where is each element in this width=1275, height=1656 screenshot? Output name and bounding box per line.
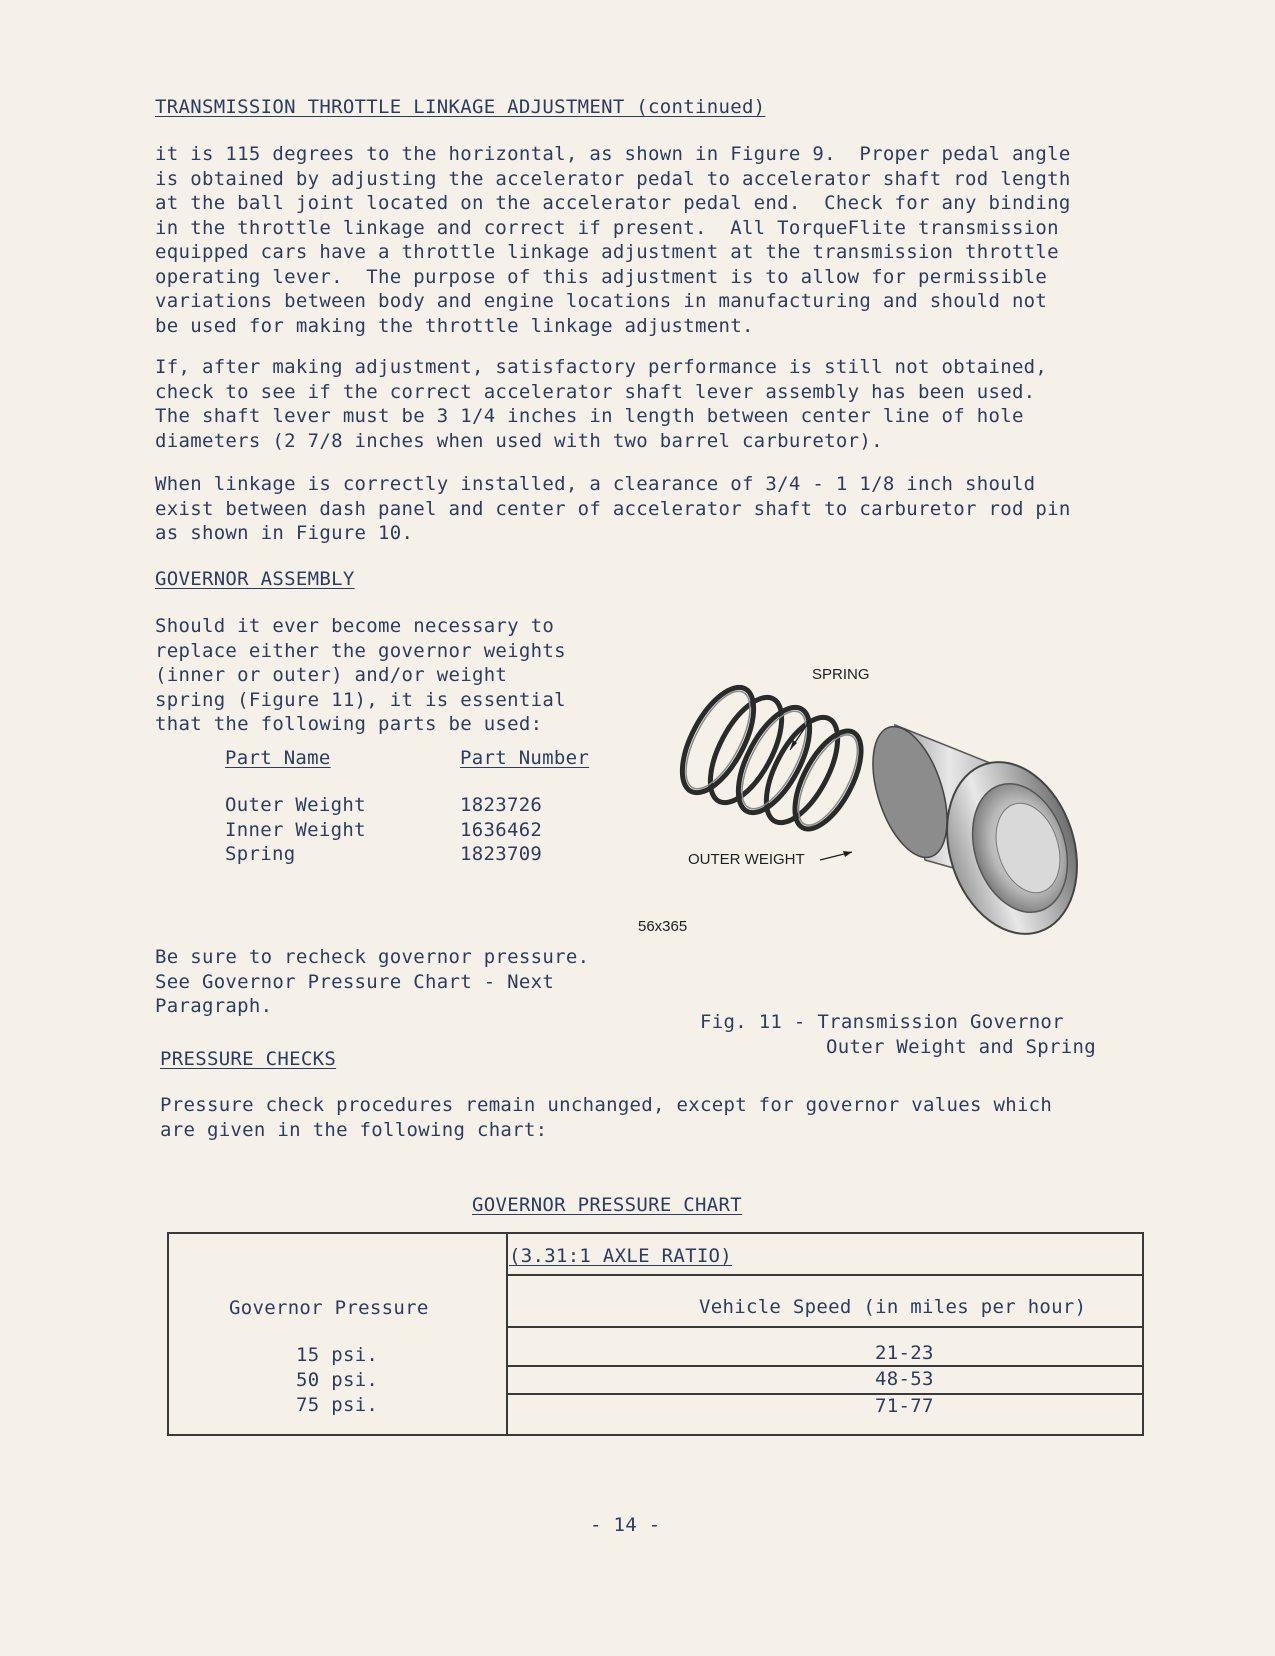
text-line: in the throttle linkage and correct if present. All TorqueFlite transmission [155,216,1059,239]
paragraph-1 [155,142,1071,338]
table-row [225,818,605,843]
pressure-value: 75 psi. [296,1394,379,1416]
text-line: exist between dash panel and center of accelerator shaft to carburetor rod pin [155,497,1071,520]
speed-value: 48-53 [875,1368,934,1390]
text-line: are given in the following chart: [160,1118,548,1141]
text-line: replace either the governor weights [155,639,566,662]
text-line: variations between body and engine locations in manufacturing and should not [155,290,1048,312]
parts-header-number: Part Number [460,747,590,769]
governor-figure [638,666,1120,1000]
text-line: check to see if the correct accelerator shaft lever assembly has been used. [155,380,1036,403]
governor-pressure-header: Governor Pressure [229,1297,429,1319]
outer-weight-label: OUTER WEIGHT [688,851,805,868]
text-line: at the ball joint located on the accelerator pedal end. Check for any binding [155,192,1071,214]
text-line: equipped cars have a throttle linkage adjustment at the transmission throttle [155,241,1059,263]
speed-value: 21-23 [875,1342,934,1364]
parts-header-name: Part Name [225,747,331,769]
part-number: 1823726 [460,794,543,816]
pressure-checks-text [160,1093,1052,1142]
governor-intro [155,614,566,737]
section-heading: TRANSMISSION THROTTLE LINKAGE ADJUSTMENT (continued) [155,96,766,118]
table-divider [506,1234,508,1434]
part-name: Outer Weight [225,794,366,816]
spring-label: SPRING [812,666,870,683]
text-line: If, after making adjustment, satisfactory performance is still not obtained, [155,356,1048,378]
text-line: spring (Figure 11), it is essential [155,688,566,711]
figure-caption-line2: Outer Weight and Spring [826,1036,1096,1058]
text-line: is obtained by adjusting the accelerator pedal to accelerator shaft rod length [155,167,1071,190]
text-line: be used for making the throttle linkage adjustment. [155,314,754,337]
outer-weight-body [859,717,1099,950]
governor-chart-title: GOVERNOR PRESSURE CHART [472,1194,742,1216]
paragraph-2 [155,355,1047,453]
recheck-note [155,945,589,1019]
page-number: - 14 - [590,1514,661,1536]
figure-code: 56x365 [638,918,688,935]
text-line: diameters (2 7/8 inches when used with two barrel carburetor). [155,429,883,452]
text-line: that the following parts be used: [155,713,543,735]
axle-ratio: (3.31:1 AXLE RATIO) [509,1245,733,1267]
text-line: Should it ever become necessary to [155,615,555,637]
text-line: operating lever. The purpose of this adjustment is to allow for permissible [155,265,1048,288]
text-line: it is 115 degrees to the horizontal, as shown in Figure 9. Proper pedal angle [155,143,1071,165]
figure-caption-line1: Fig. 11 - Transmission Governor [700,1011,1064,1033]
part-name: Inner Weight [225,818,366,841]
vehicle-speed-header: Vehicle Speed (in miles per hour) [699,1296,1087,1318]
table-rule [506,1365,1142,1367]
part-number: 1636462 [460,818,543,841]
text-line: Paragraph. [155,995,273,1017]
part-number: 1823709 [460,843,543,865]
text-line: as shown in Figure 10. [155,522,414,544]
parts-table [225,793,605,867]
text-line: Be sure to recheck governor pressure. [155,946,590,968]
spring-coils [668,680,875,839]
table-row [225,842,605,867]
pressure-checks-heading: PRESSURE CHECKS [160,1048,337,1070]
governor-illustration [660,680,1120,1000]
pressure-value: 50 psi. [296,1369,379,1391]
governor-pressure-table [167,1232,1144,1436]
text-line: Pressure check procedures remain unchanged, except for governor values which [160,1094,1053,1116]
part-name: Spring [225,843,296,865]
paragraph-3 [155,472,1071,546]
speed-value: 71-77 [875,1395,934,1417]
table-rule [506,1393,1142,1395]
table-row [225,793,605,818]
table-rule [506,1326,1142,1328]
governor-assembly-heading: GOVERNOR ASSEMBLY [155,568,355,590]
text-line: When linkage is correctly installed, a clearance of 3/4 - 1 1/8 inch should [155,473,1036,495]
text-line: (inner or outer) and/or weight [155,664,508,686]
table-rule [506,1274,1142,1276]
text-line: The shaft lever must be 3 1/4 inches in length between center line of hole [155,405,1024,427]
text-line: See Governor Pressure Chart - Next [155,970,555,993]
pressure-value: 15 psi. [296,1344,379,1366]
